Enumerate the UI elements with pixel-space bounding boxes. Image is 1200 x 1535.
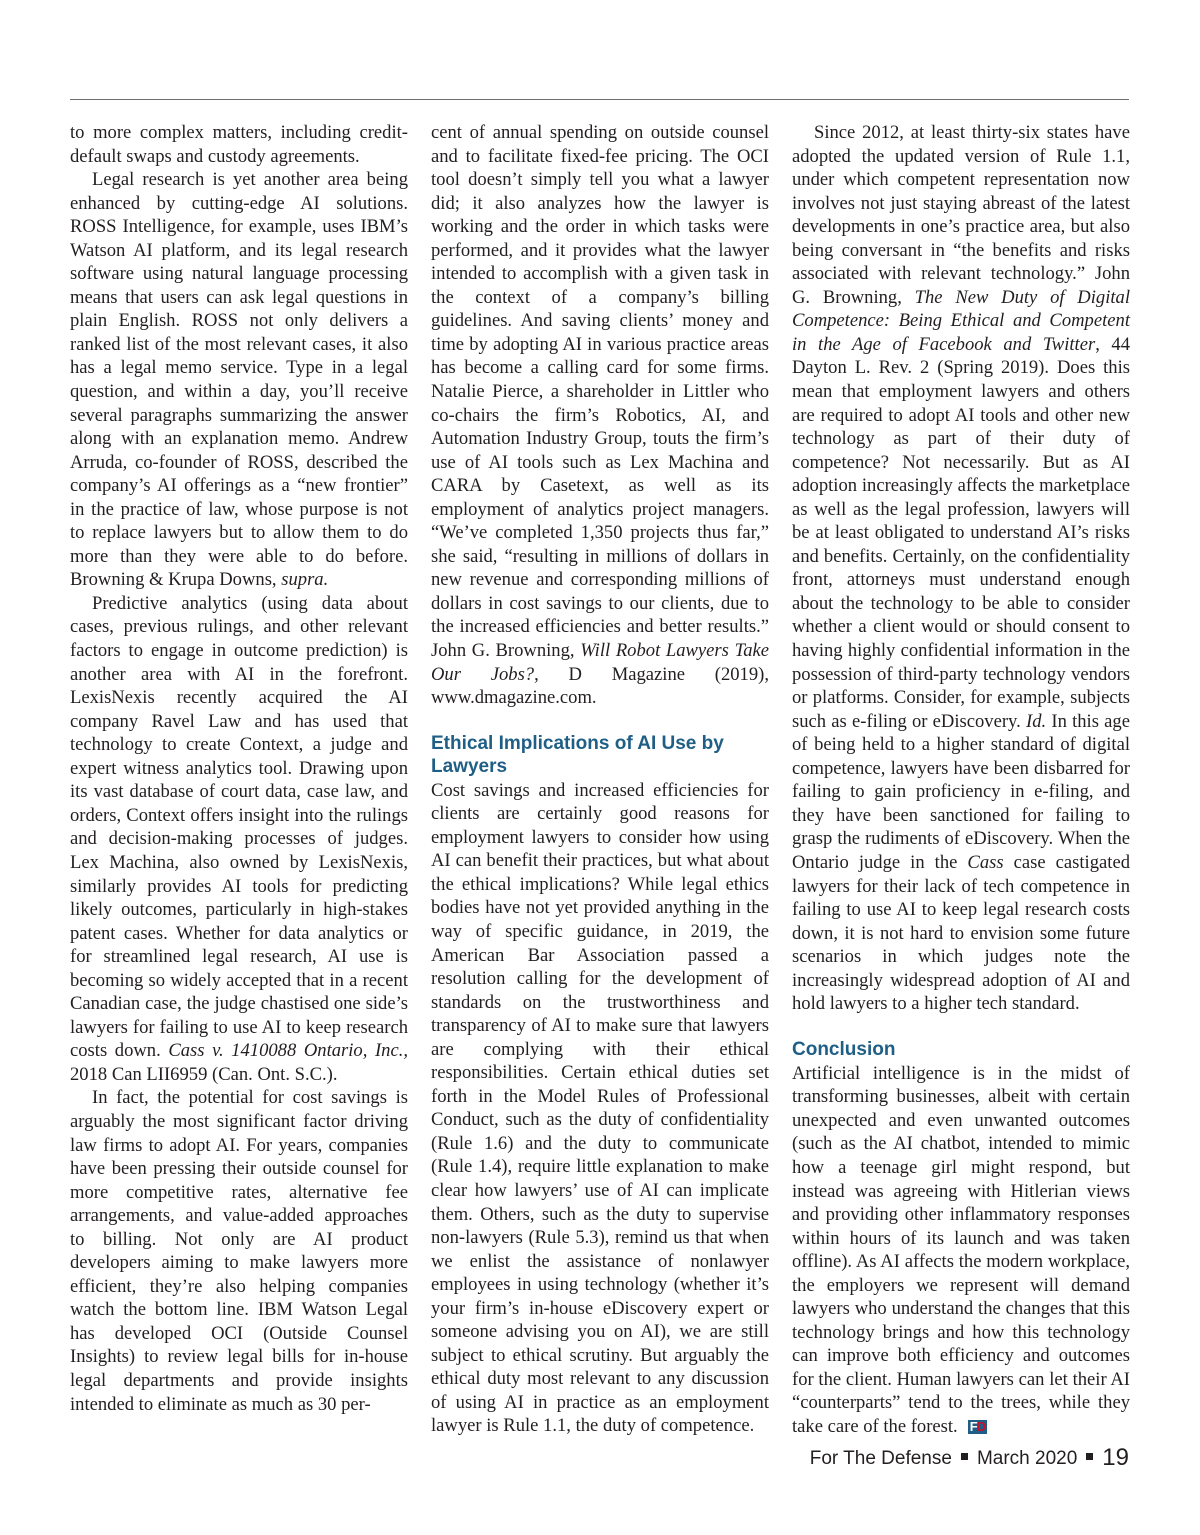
text-run: Since 2012, at least thirty-six states have adopted the updated version of Rule 1.1, under which competent representation now involves not just staying abreast of the latest developments in one’s practice area, but also being conversant in “the benefits and risks associated with relevant technology.” John G. Browning,	[792, 122, 1130, 308]
text-run: , 44 Dayton L. Rev. 2 (Spring 2019). Does this mean that employment lawyers and others are required to adopt AI tools and other new technology as part of their duty of competence? Not necessarily. But as AI adoption increasingly affects the marketplace as well as the legal profession, lawyers will be at least obligated to understand AI’s risks and benefits. Certainly, on the confidentiality front, attorneys must understand enough about the technology to be able to consider whether a client would or should consent to having highly confidential information in the possession of third-party technology vendors or platforms. Consider, for example, subjects such as e-filing or eDiscovery.	[792, 333, 1130, 732]
footer-separator-square	[1086, 1453, 1093, 1460]
italic-citation: Cass	[967, 851, 1004, 873]
body-paragraph	[431, 121, 769, 710]
page-number: 19	[1102, 1444, 1129, 1471]
body-paragraph	[70, 168, 408, 592]
endmark-letter-f: F	[969, 1418, 977, 1434]
text-run: case castigated lawyers for their lack of tech competence in failing to use AI to keep legal research costs down, it is not hard to envision some future scenarios in which judges note the increasingly widespread adoption of AI and hold lawyers to a higher tech standard.	[792, 851, 1130, 1015]
top-rule	[70, 99, 1129, 100]
column-1	[70, 121, 408, 1416]
ftd-logo-icon	[968, 1420, 987, 1434]
issue-date: March 2020	[976, 1448, 1078, 1469]
body-paragraph	[70, 592, 408, 1086]
text-run: Artificial intelligence is in the midst of transforming businesses, albeit with certain unexpected and even unwanted outcomes (such as the AI chatbot, intended to mimic how a teenage girl might respond, but instead was agreeing with Hitlerian views and providing other inflammatory responses within hours of its launch and was taken offline). As AI affects the modern workplace, the employers we represent will demand lawyers who understand the changes that this technology brings and how this technology can improve both efficiency and outcomes for the client. Human lawyers can let their AI “counterparts” tend to the trees, while they take care of the forest.	[792, 1062, 1130, 1437]
publication-name: For The Defense	[809, 1448, 952, 1469]
italic-citation: supra.	[281, 569, 329, 591]
body-paragraph	[792, 1062, 1130, 1439]
text-run: In fact, the potential for cost savings is arguably the most significant factor driving law firms to adopt AI. For years, companies have been pressing their outside counsel for more competitive rates, alternative fee arrangements, and value-added approaches to billing. Not only are AI product developers aiming to make lawyers more efficient, they’re also helping companies watch the bottom line. IBM Watson Legal has developed OCI (Outside Counsel Insights) to review legal bills for in-house legal departments and provide insights intended to eliminate as much as 30 per-	[70, 1087, 408, 1415]
text-run: , D Magazine (2019), www.dmagazine.com.	[431, 663, 769, 709]
text-run: In this age of being held to a higher standard of digital competence, lawyers have been disbarred for failing to gain proficiency in e-filing, and they have been sanctioned for failing to grasp the rudiments of eDiscovery. When the Ontario judge in the	[792, 710, 1130, 873]
text-run: 2018 Can LII6959 (Can. Ont. S.C.).	[70, 1063, 338, 1085]
text-run: to more complex matters, including credit-default swaps and custody agreements.	[70, 122, 408, 167]
italic-citation: The New Duty of Digital Competence: Being Ethical and Competent in the Age of Facebook and Twitter	[792, 286, 1130, 355]
text-run: Predictive analytics (using data about cases, previous rulings, and other relevant factors to engage in outcome prediction) is another area with AI in the forefront. LexisNexis recently acquired the AI company Ravel Law and has used that technology to create Context, a judge and expert witness analytics tool. Drawing upon its vast database of court data, case law, and orders, Context offers insight into the rulings and decision-making processes of judges. Lex Machina, also owned by LexisNexis, similarly provides AI tools for predicting likely outcomes, particularly in high-stakes patent cases. Whether for data analytics or for streamlined legal research, AI use is becoming so widely accepted that in a recent Canadian case, the judge chastised one side’s lawyers for failing to use AI to keep research costs down.	[70, 592, 408, 1062]
endmark-letter-d: D	[976, 1418, 986, 1434]
column-2	[431, 121, 769, 1438]
text-run: Legal research is yet another area being enhanced by cutting-edge AI solutions. ROSS Intelligence, for example, uses IBM’s Watson AI platform, and its legal research software using natural language processing means that users can ask legal questions in plain English. ROSS not only delivers a ranked list of the most relevant cases, it also has a legal memo service. Type in a legal question, and within a day, you’ll receive several paragraphs summarizing the answer along with an explanation memo. Andrew Arruda, co-founder of ROSS, described the company’s AI offerings as a “new frontier” in the practice of law, whose purpose is not to replace lawyers but to allow them to do more than they were able to do before. Browning & Krupa Downs,	[70, 169, 408, 591]
body-paragraph	[70, 121, 408, 168]
section-heading: Conclusion	[792, 1038, 896, 1060]
italic-citation: Id.	[1026, 710, 1047, 732]
column-3	[792, 121, 1130, 1439]
text-run: Cost savings and increased efficiencies for clients are certainly good reasons for employment lawyers to consider how using AI can benefit their practices, but what about the ethical implications? While legal ethics bodies have not yet provided anything in the way of specific guidance, in 2019, the American Bar Association passed a resolution calling for the development of standards on the trustworthiness and transparency of AI to make sure that lawyers are complying with their ethical responsibilities. Certain ethical duties set forth in the Model Rules of Professional Conduct, such as the duty of confidentiality (Rule 1.6) and the duty to communicate (Rule 1.4), require little explanation to make clear how lawyers’ use of AI can implicate them. Others, such as the duty to supervise non-lawyers (Rule 5.3), remind us that when we enlist the assistance of nonlawyer employees in using technology (whether it’s your firm’s in-house eDiscovery expert or someone advising you on AI), we are still subject to ethical scrutiny. But arguably the ethical duty most relevant to any discussion of using AI in practice as an employment lawyer is Rule 1.1, the duty of competence.	[431, 779, 769, 1437]
footer-separator-square	[961, 1453, 968, 1460]
italic-citation: Cass v. 1410088 Ontario, Inc.,	[168, 1040, 409, 1062]
body-paragraph	[792, 121, 1130, 1016]
body-paragraph	[431, 779, 769, 1438]
text-run: cent of annual spending on outside counsel and to facilitate fixed-fee pricing. The OCI tool doesn’t simply tell you what a lawyer did; it also analyzes how the lawyer is working and the order in which tasks were performed, and it provides what the lawyer intended to accomplish with a given task in the context of a company’s billing guidelines. And saving clients’ money and time by adopting AI in various practice areas has become a calling card for some firms. Natalie Pierce, a shareholder in Littler who co-chairs the firm’s Robotics, AI, and Automation Industry Group, touts the firm’s use of AI tools such as Lex Machina and CARA by Casetext, as well as its employment of analytics project managers. “We’ve completed 1,350 projects thus far,” she said, “resulting in millions of dollars in new revenue and corresponding millions of dollars in cost savings to our clients, due to the increased efficiencies and better results.” John G. Browning,	[431, 122, 769, 662]
body-paragraph	[70, 1086, 408, 1416]
page-footer	[810, 1445, 1129, 1472]
italic-citation: Will Robot Lawyers Take Our Jobs?	[431, 640, 769, 685]
section-heading: Ethical Implications of AI Use by Lawyers	[431, 732, 724, 777]
